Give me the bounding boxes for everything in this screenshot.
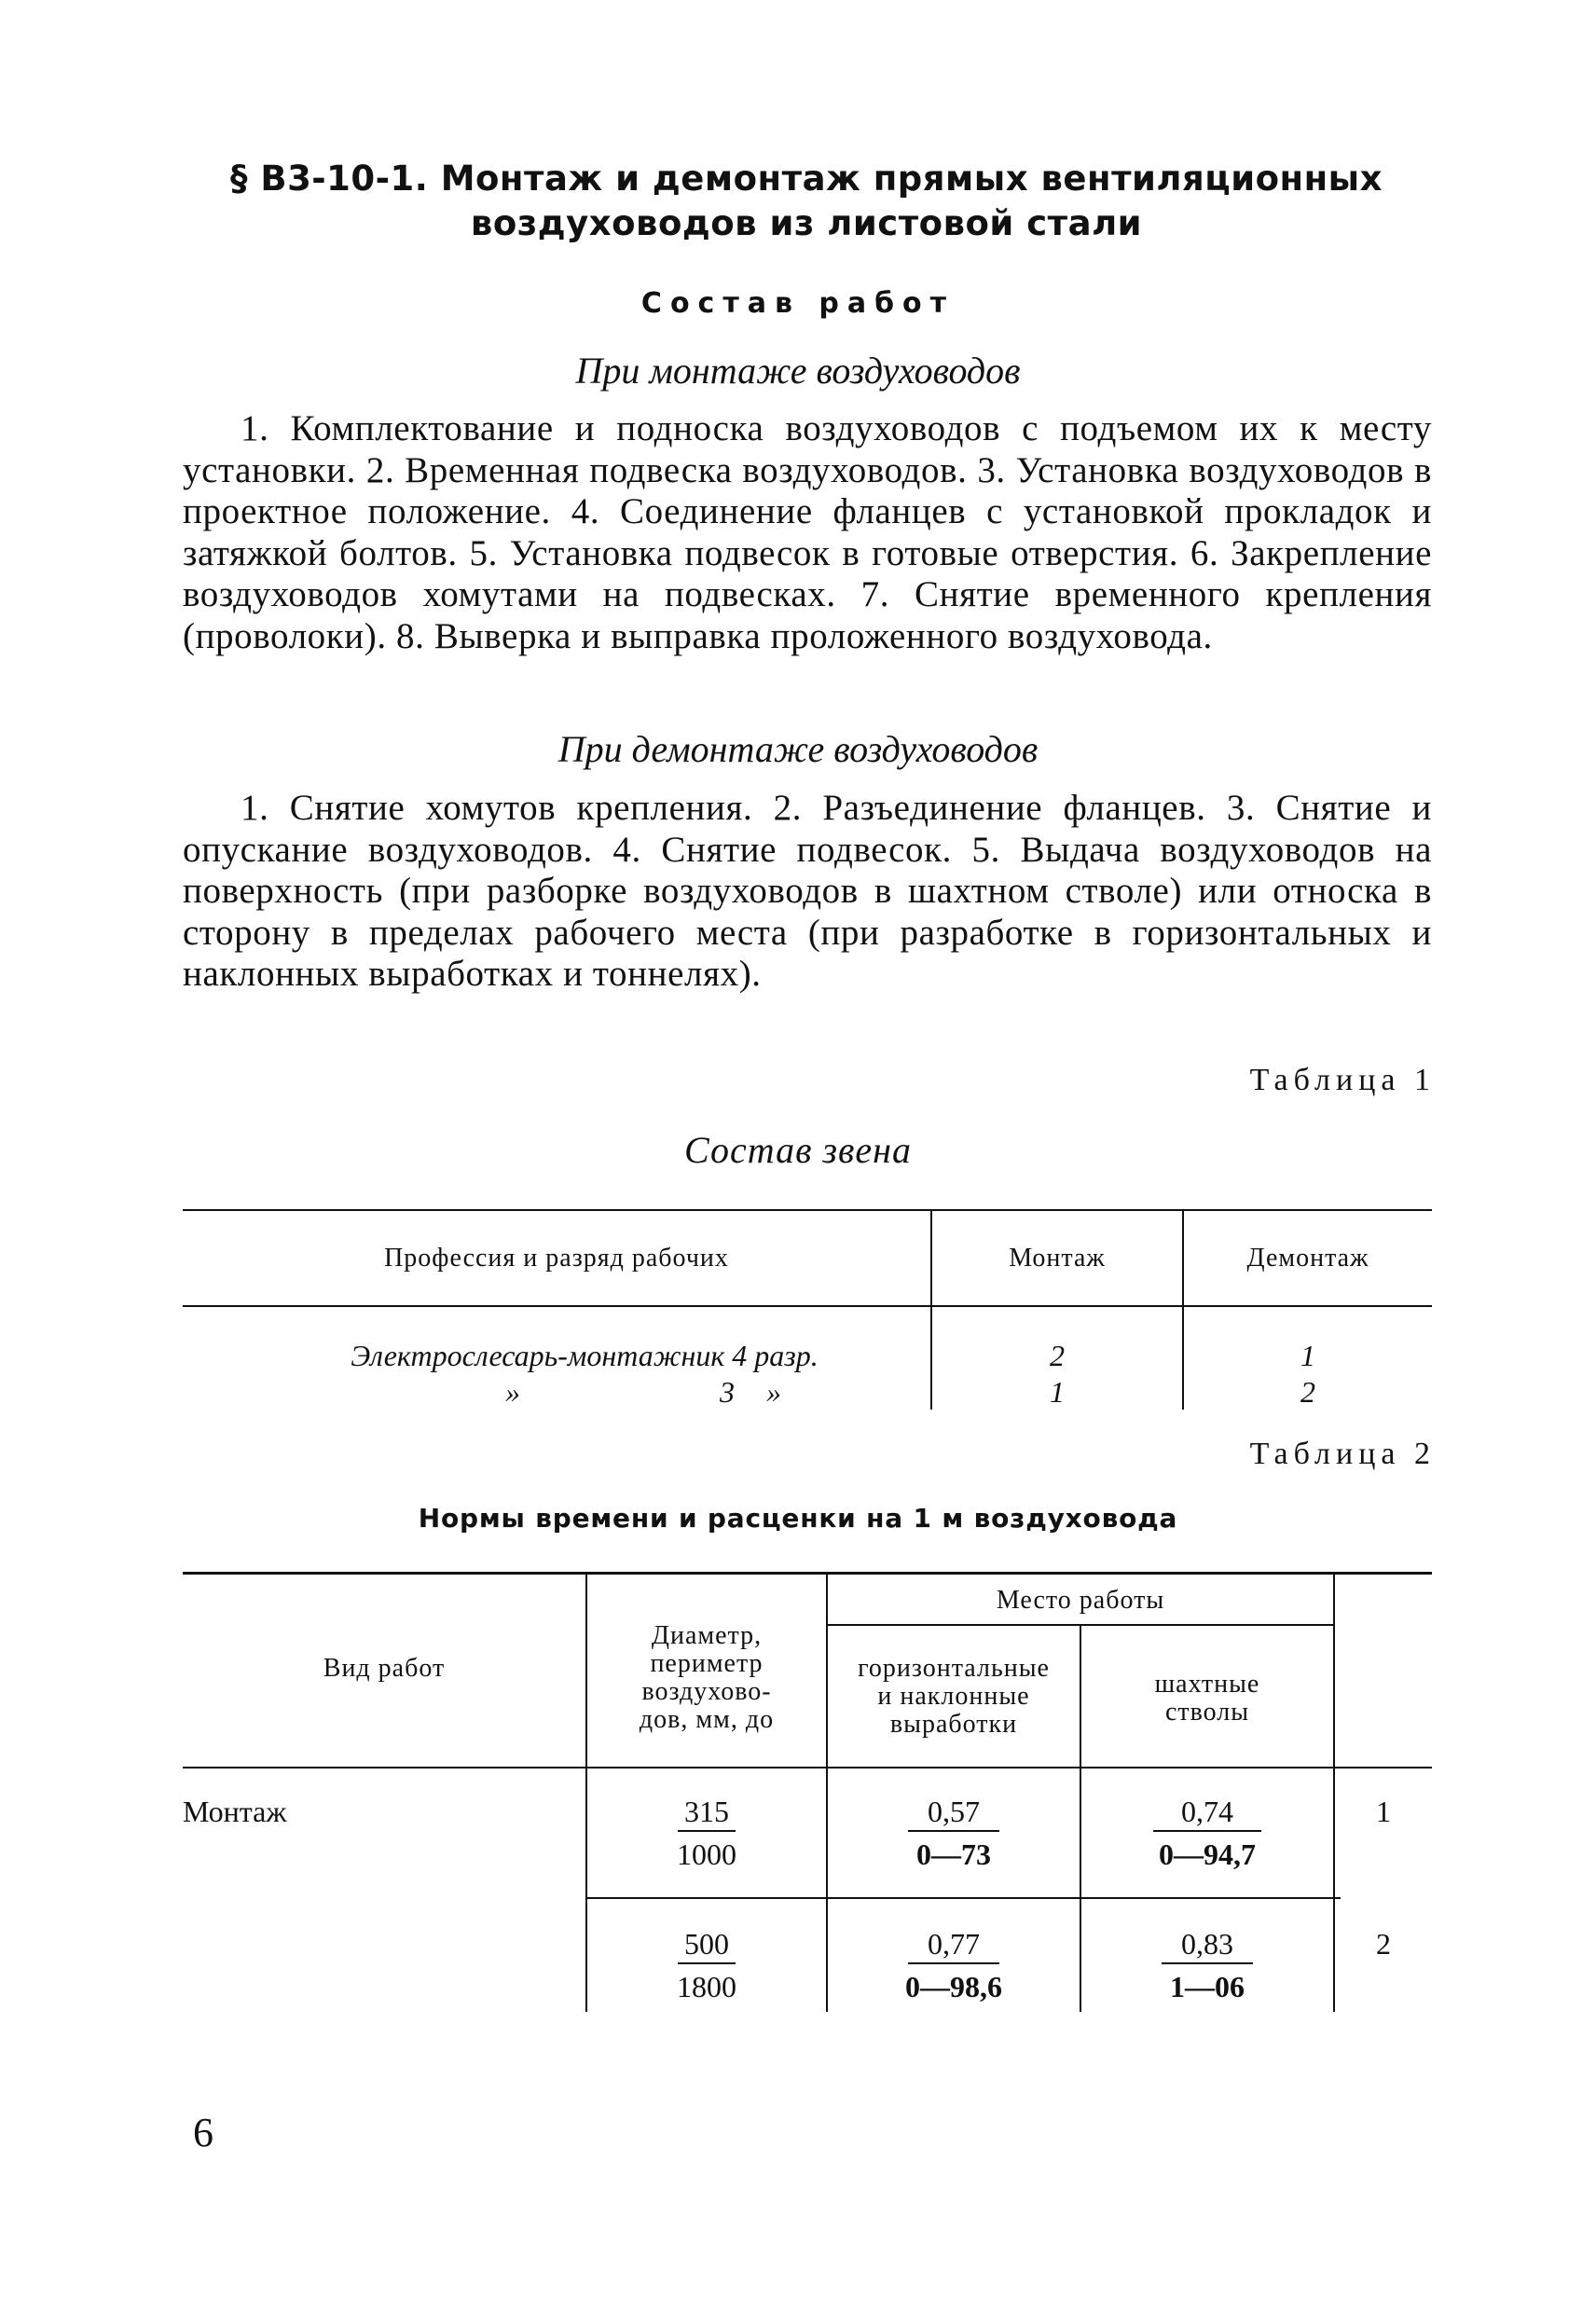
table2-top-rule xyxy=(183,1572,1432,1575)
table2-header-shaft-line-2: стволы xyxy=(1164,1698,1250,1727)
table1-top-rule xyxy=(183,1209,1432,1211)
table2-row1-number: 1 xyxy=(1376,1795,1391,1828)
table2-row1-horizontal-rate: 0—73 xyxy=(916,1837,991,1871)
table1-header-dismantling: Демонтаж xyxy=(1246,1244,1369,1273)
table2-row1-diameter-bottom: 1000 xyxy=(677,1837,736,1871)
table1-row1-profession: Электрослесарь-монтажник 4 разр. xyxy=(351,1339,819,1372)
table1-row2-ditto-1: » xyxy=(505,1375,520,1409)
fraction-bar xyxy=(678,1962,736,1964)
table2-header-shaft xyxy=(1081,1671,1333,1727)
table1-header-mounting: Монтаж xyxy=(1009,1244,1106,1273)
page-number: 6 xyxy=(193,2110,213,2155)
mounting-subheading: При монтаже воздуховодов xyxy=(575,350,1021,392)
table1-row1-dismantling: 1 xyxy=(1300,1339,1315,1372)
table1-caption: Состав звена xyxy=(683,1129,912,1171)
fraction-bar xyxy=(908,1830,999,1832)
table2-row2-shaft xyxy=(1081,1927,1333,2003)
table2-header-horizontal-line-2: и наклонные xyxy=(877,1682,1030,1711)
table2-header-diameter xyxy=(587,1622,826,1734)
table2-header-diameter-line-3: воздухово- xyxy=(641,1677,772,1706)
table1-header-rule xyxy=(183,1305,1432,1307)
table2-row1-shaft-norm: 0,74 xyxy=(1181,1795,1233,1828)
fraction-bar xyxy=(908,1962,999,1964)
table2-header-horizontal-line-3: выработки xyxy=(889,1710,1018,1739)
table2-row2-horizontal-rate: 0—98,6 xyxy=(905,1970,1002,2003)
table2-row2-shaft-rate: 1—06 xyxy=(1170,1970,1245,2003)
table2-row2-number: 2 xyxy=(1376,1927,1391,1961)
table2-header-diameter-line-2: периметр xyxy=(650,1649,764,1678)
table2-row1-diameter xyxy=(587,1795,826,1871)
dismantling-paragraph: 1. Снятие хомутов крепления. 2. Разъединение фланцев. 3. Снятие и опускание воздуховодов. 4. Снятие подвесок. 5. Выдача воздуховодов на поверхность (при разборке воздуховодов в шахтном стволе) или относка в сторону в пределах рабочего места (при разработке в горизонтальных и наклонных выработках и тоннелях). xyxy=(183,788,1432,994)
table2-header-rule xyxy=(183,1767,1432,1768)
table2-header-workplace: Место работы xyxy=(996,1586,1165,1615)
table2-row2-shaft-norm: 0,83 xyxy=(1181,1927,1233,1961)
table2-row1-horizontal-norm: 0,57 xyxy=(928,1795,980,1828)
section-title-line-2: воздуховодов из листовой стали xyxy=(470,203,1143,243)
table1-row2-grade: 3 xyxy=(720,1375,735,1409)
fraction-bar xyxy=(678,1830,736,1832)
table2-row2-horizontal xyxy=(828,1927,1080,2003)
mounting-paragraph: 1. Комплектование и подноска воздуховодов с подъемом их к месту установки. 2. Временная подвеска воздуховодов. 3. Установка воздуховодов в проектное положение. 4. Соединение фланцев с установкой прокладок и затяжкой болтов. 5. Установка подвесок в готовые отверстия. 6. Закрепление воздуховодов хомутами на подвесках. 7. Снятие временного крепления (проволоки). 8. Выверка и выправка проложенного воздуховода. xyxy=(183,408,1432,656)
table2-row1-diameter-top: 315 xyxy=(684,1795,729,1828)
table2-row2-diameter-bottom: 1800 xyxy=(677,1970,736,2003)
table2-row2-horizontal-norm: 0,77 xyxy=(928,1927,980,1961)
table2-label: Таблица 2 xyxy=(1249,1437,1436,1471)
table2-row-separator xyxy=(585,1897,1341,1899)
table2-row1-horizontal xyxy=(828,1795,1080,1871)
section-title xyxy=(186,157,1426,246)
dismantling-subheading: При демонтаже воздуховодов xyxy=(557,728,1039,770)
table2-header-horizontal xyxy=(828,1655,1080,1739)
table2-row1-shaft xyxy=(1081,1795,1333,1871)
table1-header-profession: Профессия и разряд рабочих xyxy=(384,1244,729,1273)
table2-row2-diameter xyxy=(587,1927,826,2003)
table2-header-diameter-line-1: Диаметр, xyxy=(651,1621,763,1650)
fraction-bar xyxy=(1162,1962,1253,1964)
table2-row1-shaft-rate: 0—94,7 xyxy=(1159,1837,1256,1871)
table2-header-work-type: Вид работ xyxy=(323,1654,446,1683)
table1-row2-mounting: 1 xyxy=(1050,1375,1065,1409)
table2-header-diameter-line-4: дов, мм, до xyxy=(639,1705,775,1734)
work-composition-heading: Состав работ xyxy=(640,287,956,320)
table2-row1-work: Монтаж xyxy=(183,1795,287,1828)
fraction-bar xyxy=(1153,1830,1261,1832)
table1-label: Таблица 1 xyxy=(1249,1063,1436,1097)
table2-row2-diameter-top: 500 xyxy=(684,1927,729,1961)
table2-header-horizontal-line-1: горизонтальные xyxy=(858,1654,1050,1683)
table1-row1-mounting: 2 xyxy=(1050,1339,1065,1372)
section-title-line-1: § В3-10-1. Монтаж и демонтаж прямых вентиляционных xyxy=(229,158,1383,199)
table1-row2-dismantling: 2 xyxy=(1300,1375,1315,1409)
table1-row2-ditto-2: » xyxy=(766,1375,781,1409)
table2-header-shaft-line-1: шахтные xyxy=(1154,1670,1260,1699)
table2-caption: Нормы времени и расценки на 1 м воздуховода xyxy=(418,1503,1178,1534)
